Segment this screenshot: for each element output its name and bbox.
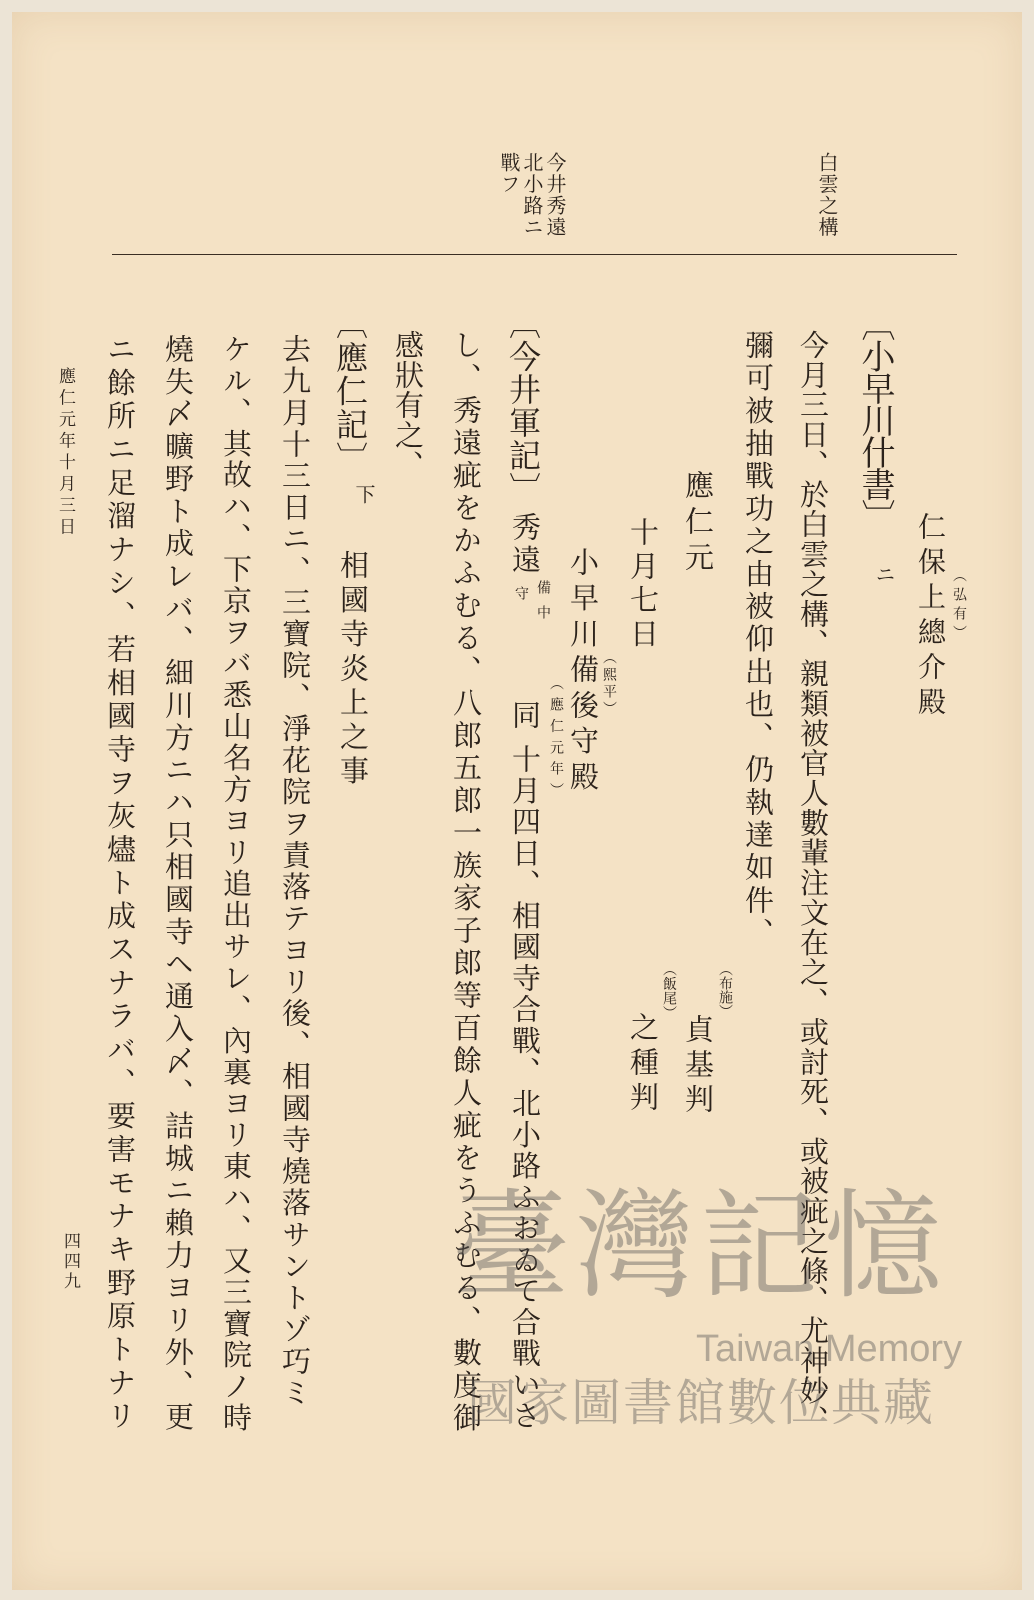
imai-line-1: 十月四日、相國寺合戰、北小路ふおゐて合戰いさ — [508, 744, 542, 1432]
signer-1-note: （布施） — [717, 962, 733, 1018]
letter-era: 應仁元 — [681, 470, 715, 578]
onin-volume: 下 — [352, 484, 376, 504]
imai-date-note: （應仁元年） — [548, 676, 564, 804]
source-title-imai: 〔今井軍記〕 — [504, 307, 542, 505]
side-note-line-2: 北小路ニ — [520, 152, 544, 238]
source-title-onin: 〔應仁記〕 — [331, 307, 369, 475]
letter-date: 十月七日 — [626, 517, 660, 652]
addressee: 仁保上總介殿 — [914, 512, 947, 722]
signer-1-seal: 貞基判 — [681, 1014, 715, 1119]
watermark-english: Taiwan Memory — [696, 1328, 963, 1370]
source-title-kobayakawa: 〔小早川什書〕 — [855, 307, 895, 531]
margin-date: 應仁元年十月三日 — [55, 367, 75, 539]
header-rule — [112, 254, 957, 255]
running-title: 白雲之構 — [815, 152, 839, 238]
onin-line-2: ケル、其故ハ、下京ヲバ悉山名方ヨリ追出サレ、內裏ヨリ東ハ、又三寶院ノ時 — [219, 334, 253, 1434]
signer-2-note: （飯尾） — [661, 962, 677, 1020]
imai-title-note-left: 守 — [513, 586, 529, 600]
onin-line-4: ニ餘所ニ足溜ナシ、若相國寺ヲ灰燼ト成スナラバ、要害モナキ野原トナリ — [103, 334, 137, 1434]
recipient-note: （熙平） — [601, 650, 617, 718]
imai-same: 同 — [508, 700, 542, 729]
side-note-line-3: 戰フ — [497, 152, 521, 195]
source-mark: ニ — [872, 564, 896, 584]
watermark-logo: 臺灣記憶 — [452, 1177, 949, 1315]
imai-line-2: し、秀遠疵をかふむる、八郎五郎一族家子郎等百餘人疵をうふむる、數度御 — [449, 330, 483, 1435]
imai-name: 秀遠 — [508, 512, 542, 577]
letter-body-line-2: 彌可被抽戰功之由被仰出也、仍執達如件、 — [741, 330, 775, 950]
letter-body-line-1: 今月三日、於白雲之構、親類被官人數輩注文在之、或討死、或被疵之條、尤神妙、 — [796, 330, 830, 1435]
imai-title-note-right: 備中 — [535, 580, 551, 630]
page-number: 四四九 — [60, 1232, 80, 1292]
addressee-note: （弘有） — [951, 568, 967, 644]
signer-2-seal: 之種判 — [626, 1012, 660, 1117]
watermark-institution: 國家圖書館數位典藏 — [467, 1374, 935, 1432]
scanned-page — [12, 12, 1022, 1590]
imai-line-3: 感狀有之、 — [391, 330, 425, 480]
onin-line-1: 去九月十三日ニ、三寶院、淨花院ヲ責落テヨリ後、相國寺燒落サントゾ巧ミ — [278, 334, 312, 1409]
letter-recipient: 小早川備後守殿 — [566, 547, 600, 797]
onin-chapter-title: 相國寺炎上之事 — [336, 550, 370, 790]
onin-line-3: 燒失〆曠野ト成レバ、細川方ニハ只相國寺ヘ通入〆、詰城ニ賴力ヨリ外、更 — [161, 334, 195, 1434]
side-note-line-1: 今井秀遠 — [543, 152, 567, 238]
